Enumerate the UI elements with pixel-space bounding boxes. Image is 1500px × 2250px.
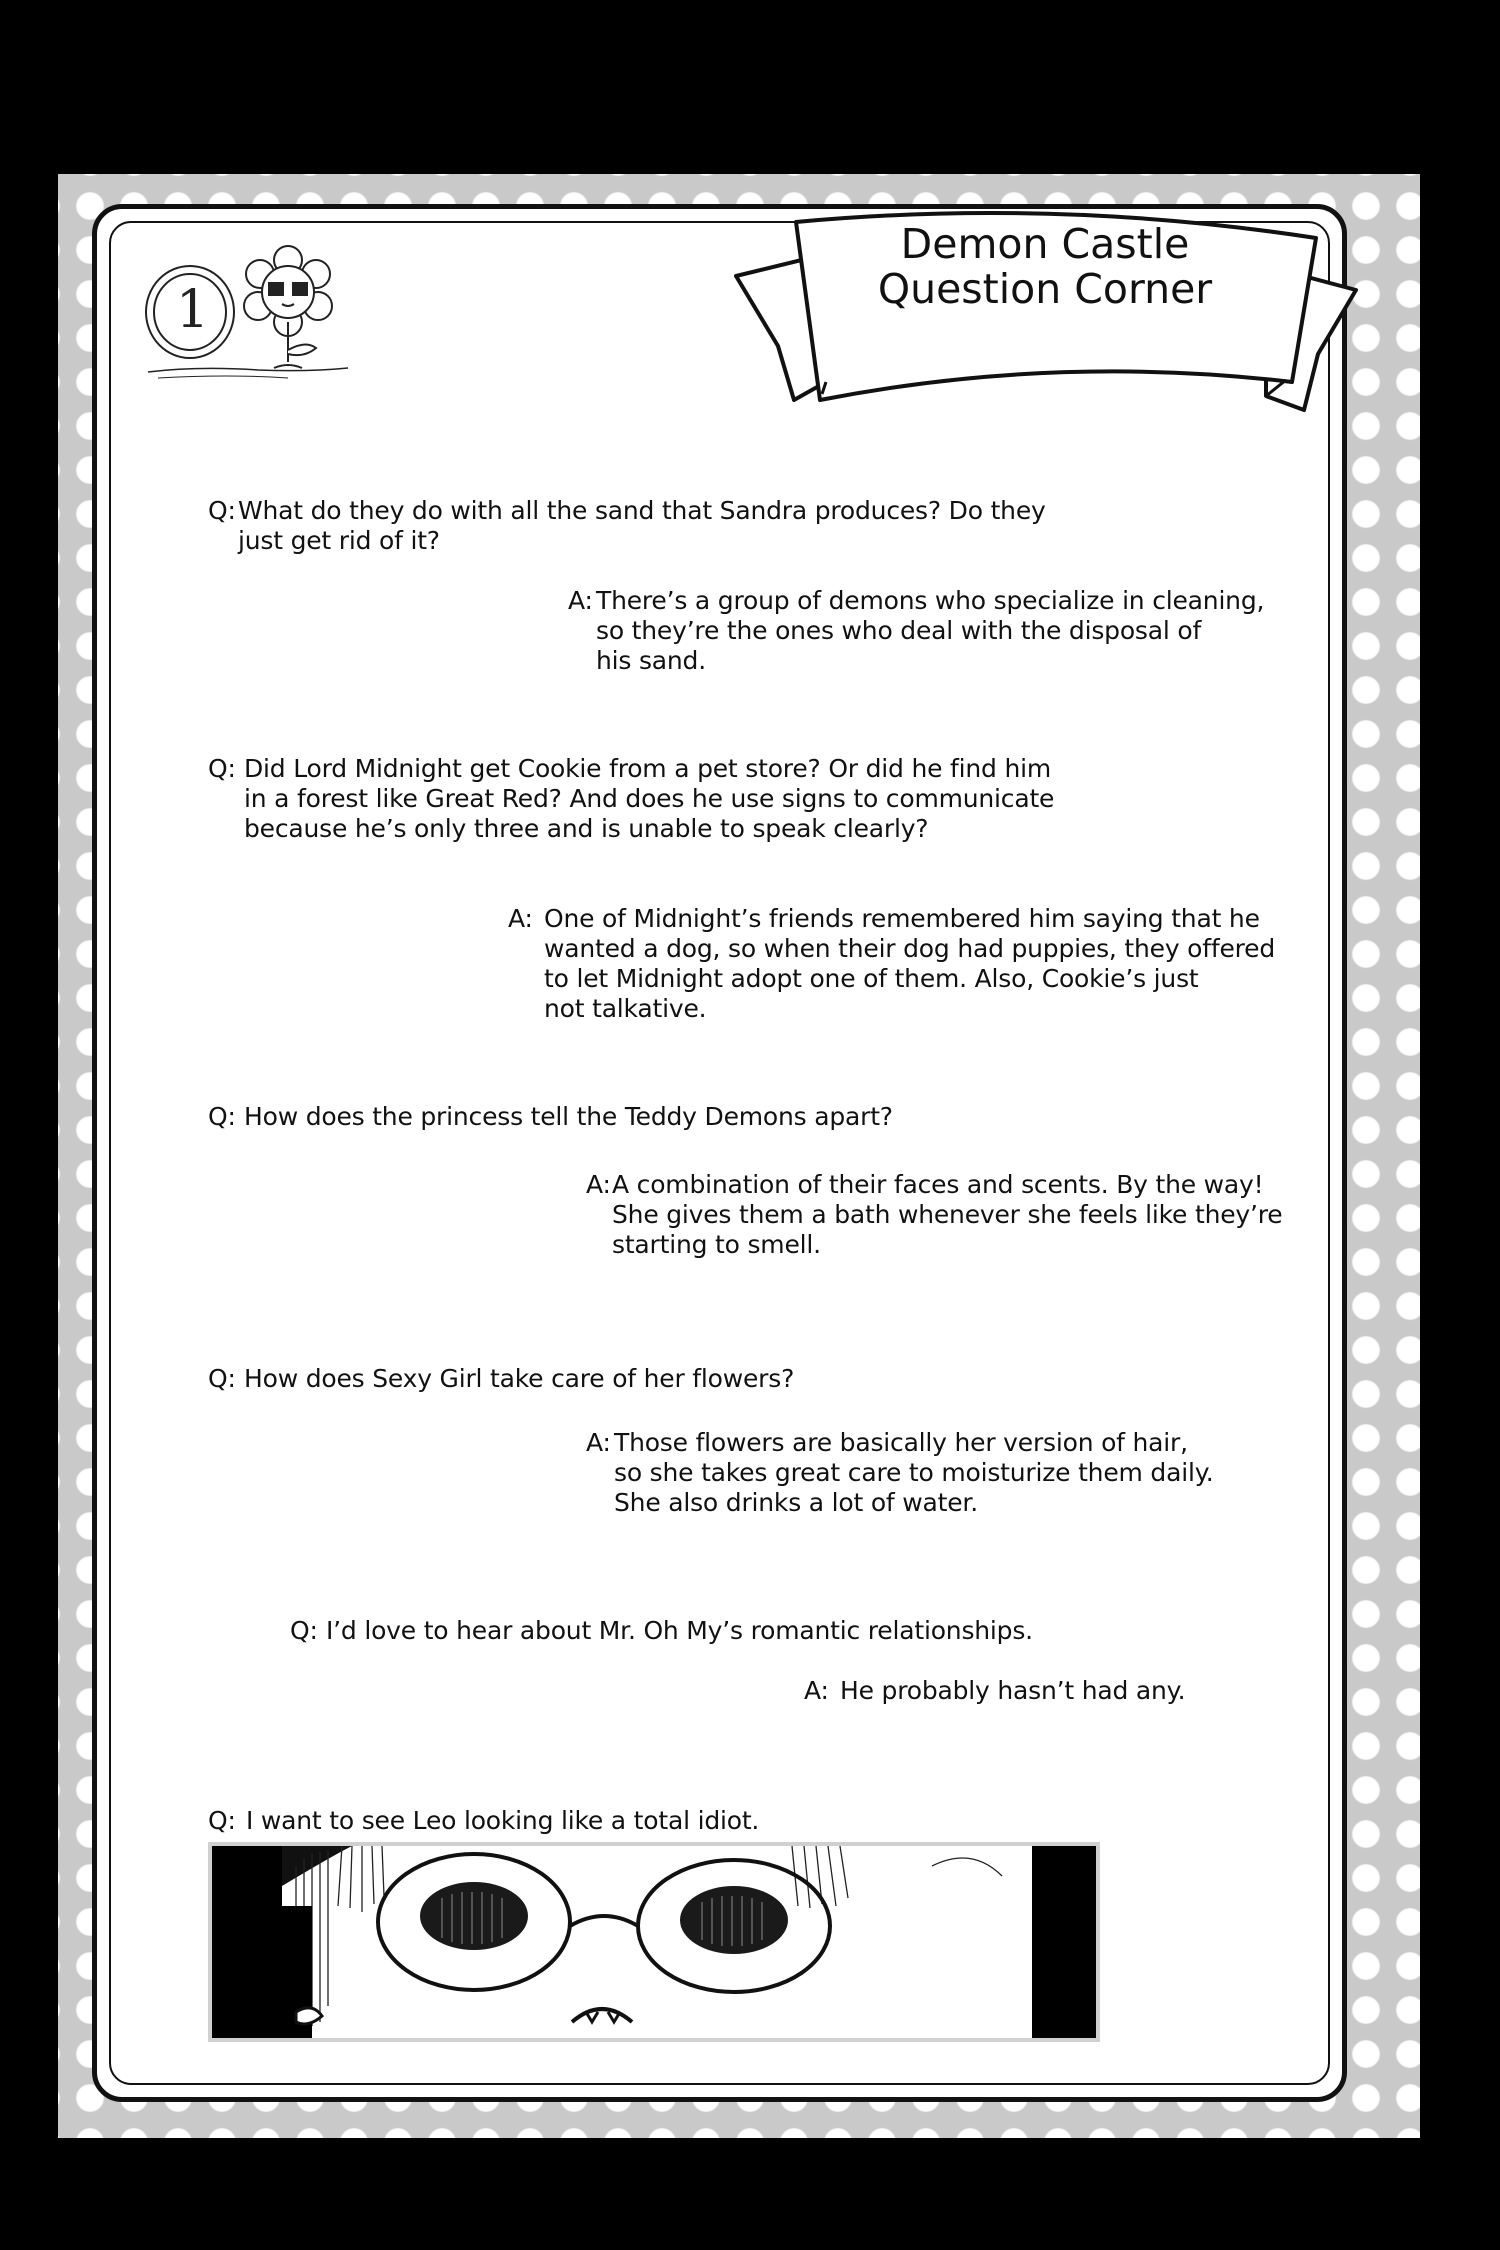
qa-label: Q:: [208, 1102, 236, 1131]
qa-line: because he’s only three and is unable to speak clearly?: [244, 814, 929, 843]
qa-line: starting to smell.: [612, 1230, 821, 1259]
answer-2: [508, 904, 1275, 1024]
answer-1: [568, 586, 1264, 676]
question-1: [208, 496, 1046, 556]
qa-line: I want to see Leo looking like a total idiot.: [246, 1806, 760, 1835]
question-5: [290, 1616, 1033, 1646]
qa-line: not talkative.: [544, 994, 707, 1023]
qa-label: A:: [804, 1676, 829, 1705]
qa-label: Q:: [208, 496, 236, 525]
qa-label: A:: [586, 1170, 611, 1199]
qa-label: A:: [568, 586, 593, 615]
leo-illustration: [208, 1842, 1100, 2042]
title-line-2: Question Corner: [877, 265, 1213, 313]
qa-line: so they’re the ones who deal with the disposal of: [596, 616, 1202, 645]
qa-line: She gives them a bath whenever she feels like they’re: [612, 1200, 1283, 1229]
leo-face-icon: [212, 1846, 1096, 2038]
question-6: [208, 1806, 759, 1836]
qa-line: Did Lord Midnight get Cookie from a pet store? Or did he find him: [244, 754, 1051, 783]
question-2: [208, 754, 1054, 844]
qa-line: I’d love to hear about Mr. Oh My’s romantic relationships.: [326, 1616, 1033, 1645]
page-title: [820, 222, 1270, 312]
answer-3: [586, 1170, 1282, 1260]
mascot-number: 1: [176, 280, 210, 340]
qa-line: just get rid of it?: [238, 526, 440, 555]
qa-line: How does Sexy Girl take care of her flowers?: [244, 1364, 795, 1393]
qa-line: One of Midnight’s friends remembered him saying that he: [544, 904, 1260, 933]
qa-line: He probably hasn’t had any.: [840, 1676, 1186, 1705]
qa-line: What do they do with all the sand that Sandra produces? Do they: [238, 496, 1046, 525]
qa-label: Q:: [290, 1616, 318, 1645]
qa-label: Q:: [208, 754, 236, 783]
title-line-1: Demon Castle: [900, 220, 1190, 268]
qa-label: A:: [586, 1428, 611, 1457]
qa-label: Q:: [208, 1806, 236, 1835]
qa-line: his sand.: [596, 646, 706, 675]
qa-line: wanted a dog, so when their dog had puppies, they offered: [544, 934, 1276, 963]
qa-line: so she takes great care to moisturize them daily.: [614, 1458, 1214, 1487]
qa-line: to let Midnight adopt one of them. Also, Cookie’s just: [544, 964, 1199, 993]
question-3: [208, 1102, 893, 1132]
answer-5: [804, 1676, 1185, 1706]
qa-line: A combination of their faces and scents. By the way!: [612, 1170, 1264, 1199]
qa-label: Q:: [208, 1364, 236, 1393]
qa-line: She also drinks a lot of water.: [614, 1488, 978, 1517]
qa-line: There’s a group of demons who specialize in cleaning,: [596, 586, 1265, 615]
qa-label: A:: [508, 904, 533, 933]
flower-mascot-icon: [138, 244, 358, 394]
answer-4: [586, 1428, 1213, 1518]
question-4: [208, 1364, 794, 1394]
qa-line: Those flowers are basically her version of hair,: [614, 1428, 1188, 1457]
qa-line: in a forest like Great Red? And does he use signs to communicate: [244, 784, 1055, 813]
qa-line: How does the princess tell the Teddy Demons apart?: [244, 1102, 893, 1131]
